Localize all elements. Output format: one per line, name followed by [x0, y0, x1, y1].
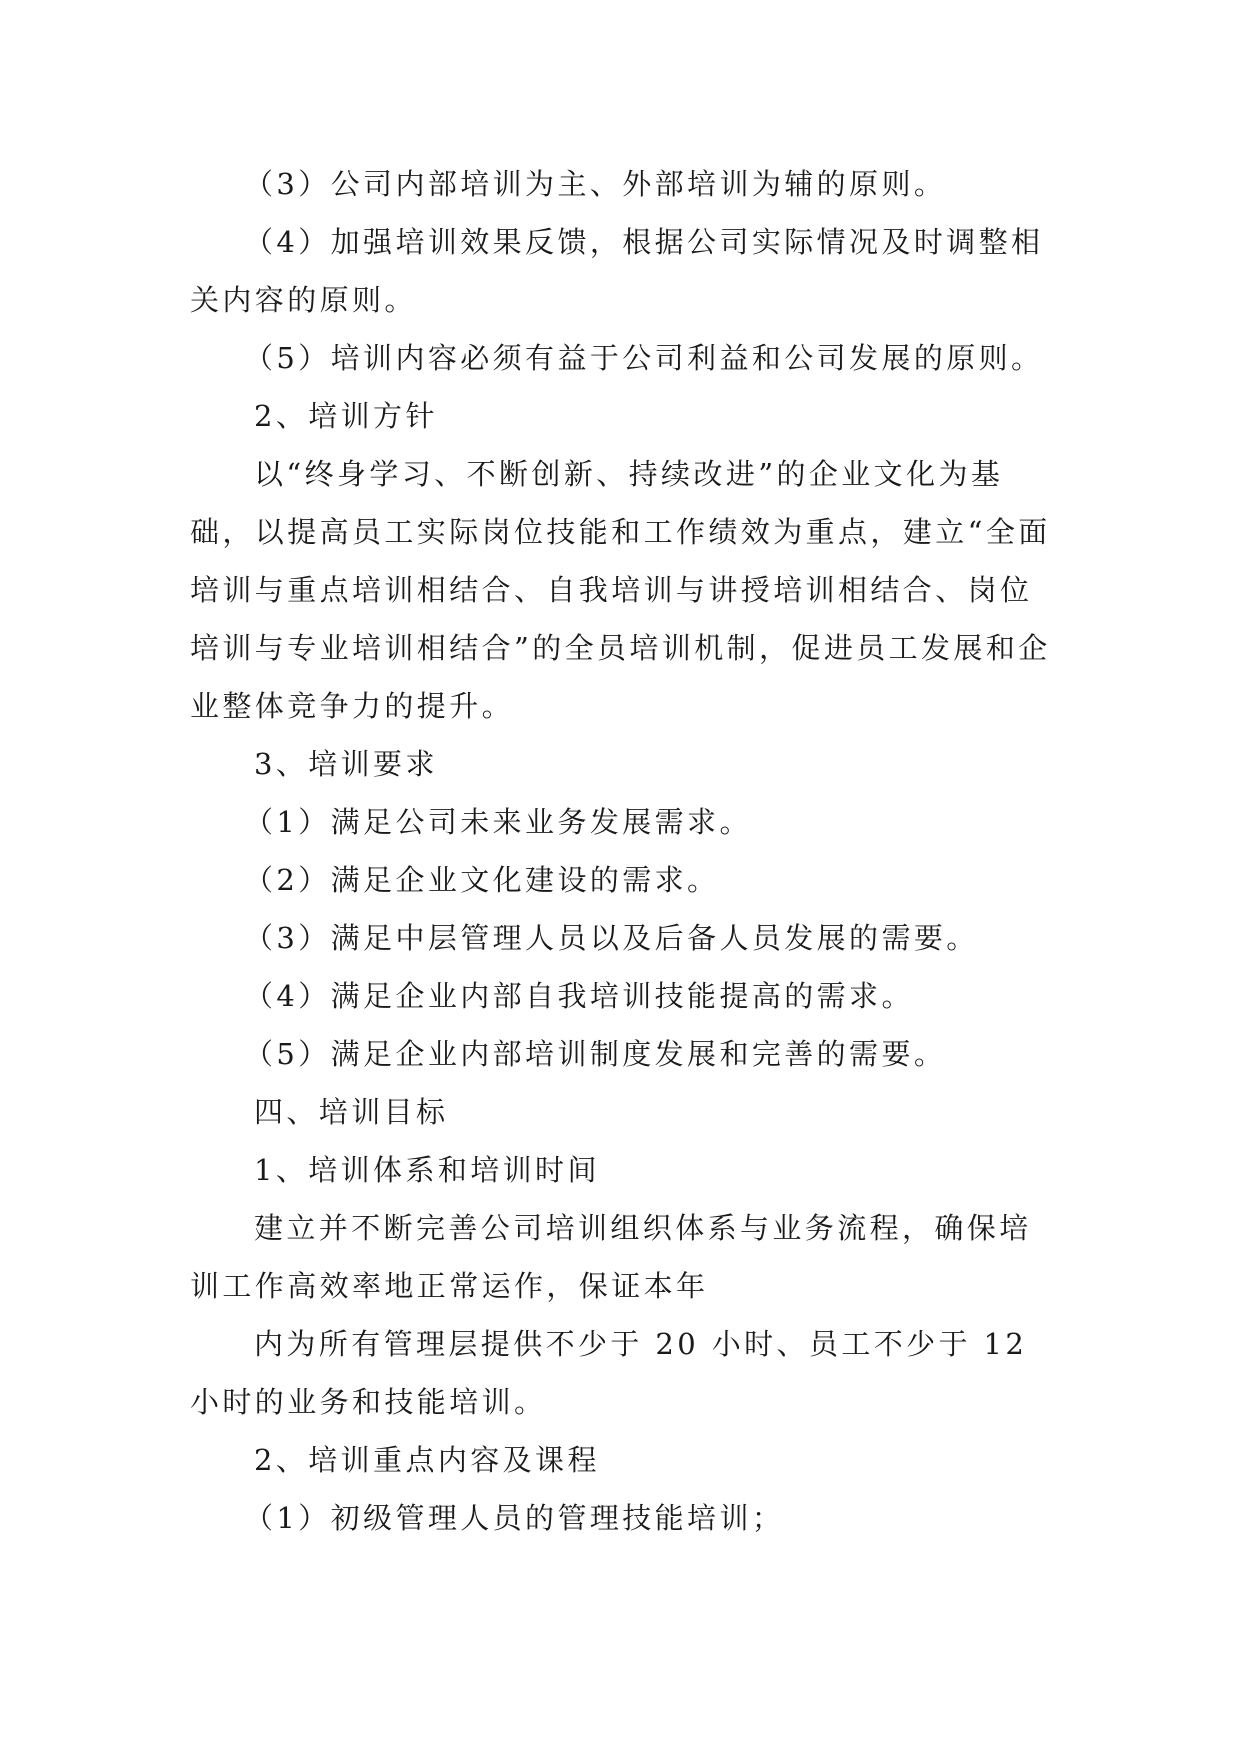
- paragraph-requirement-2: （2）满足企业文化建设的需求。: [244, 863, 720, 897]
- paragraph-requirement-5: （5）满足企业内部培训制度发展和完善的需要。: [244, 1037, 947, 1071]
- paragraph-training-policy: 以“终身学习、不断创新、持续改进”的企业文化为基础，以提高员工实际岗位技能和工作绩效为重点，建立“全面培训与重点培训相结合、自我培训与讲授培训相结合、岗位培训与专业培训相结合”的全员培训机制，促进员工发展和企业整体竞争力的提升。: [190, 457, 1051, 723]
- heading-key-content-courses: 2、培训重点内容及课程: [254, 1443, 600, 1477]
- heading-training-requirements: 3、培训要求: [254, 747, 438, 781]
- paragraph-training-hours: 内为所有管理层提供不少于 20 小时、员工不少于 12 小时的业务和技能培训。: [190, 1327, 1028, 1419]
- heading-training-goals: 四、培训目标: [254, 1095, 449, 1129]
- paragraph-principle-3: （3）公司内部培训为主、外部培训为辅的原则。: [244, 167, 947, 201]
- heading-training-system-time: 1、培训体系和培训时间: [254, 1153, 600, 1187]
- paragraph-training-system: 建立并不断完善公司培训组织体系与业务流程，确保培训工作高效率地正常运作，保证本年: [190, 1211, 1032, 1303]
- document-body: [190, 155, 1060, 1547]
- paragraph-requirement-1: （1）满足公司未来业务发展需求。: [244, 805, 752, 839]
- paragraph-principle-5: （5）培训内容必须有益于公司利益和公司发展的原则。: [244, 341, 1044, 375]
- heading-training-policy: 2、培训方针: [254, 399, 438, 433]
- paragraph-requirement-4: （4）满足企业内部自我培训技能提高的需求。: [244, 979, 914, 1013]
- paragraph-course-1: （1）初级管理人员的管理技能培训；: [244, 1501, 785, 1535]
- paragraph-requirement-3: （3）满足中层管理人员以及后备人员发展的需要。: [244, 921, 979, 955]
- paragraph-principle-4: （4）加强培训效果反馈，根据公司实际情况及时调整相关内容的原则。: [190, 225, 1044, 317]
